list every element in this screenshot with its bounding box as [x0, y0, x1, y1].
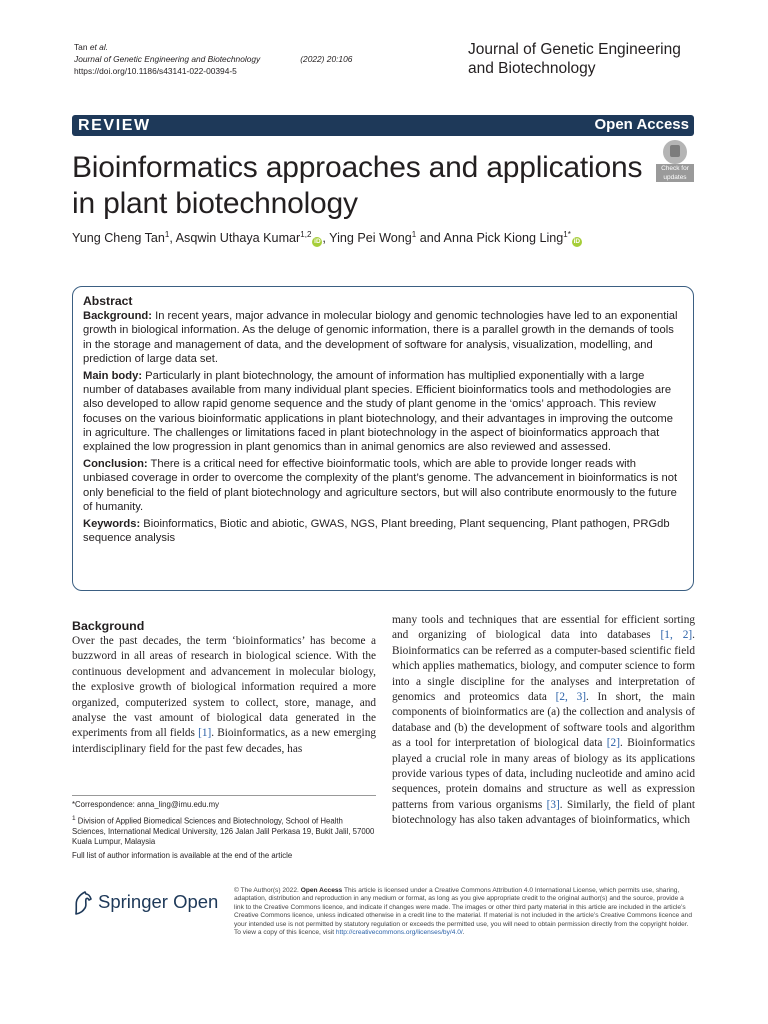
journal-name-line1: Journal of Genetic Engineering [468, 41, 681, 58]
keywords-label: Keywords: [83, 518, 141, 531]
author-name: and Anna Pick Kiong Ling [416, 231, 564, 245]
body-paragraph [392, 613, 695, 829]
license-end: . [462, 929, 465, 937]
body-text: . Similarly, the field of plant biotechnology has also taken advantages of bioinformatics, which [392, 798, 695, 827]
citation-link[interactable]: [1, 2] [660, 629, 693, 642]
article-meta [74, 41, 352, 77]
journal-italic: Journal of Genetic Engineering and Biotechnology [74, 54, 261, 64]
body-text: . Bioinformatics, as a new emerging interdisciplinary field for the past few decades, has [72, 727, 376, 755]
abstract-main-body-text: Particularly in plant biotechnology, the amount of information has multiplied exponentially with a large number of databases available from many individual plant species. Efficient bioinformatics tools and methodologies are also developed to allow rapid genome sequence and the study of plant genome in the ‘omics’ approach. This review focuses on the various bioinformatic applications in plant biotechnology, and their advantages in improving the outcome in agriculture. The challenges or limitations faced in plant biotechnology in the aspect of bioinformatics approach that explained the low progression in plant genomics than in animal genomics are also reviewed and assessed. [83, 370, 673, 454]
license-oa-label: Open Access [300, 887, 343, 894]
abstract-box [72, 286, 694, 591]
author-short: Tan [74, 42, 90, 52]
article-type-band [72, 115, 694, 136]
keywords-text: Bioinformatics, Biotic and abiotic, GWAS, NGS, Plant breeding, Plant sequencing, Plant pathogen, PRGdb sequence analysis [83, 518, 670, 545]
author-name: , Asqwin Uthaya Kumar [169, 231, 301, 245]
citation-link[interactable]: [1] [198, 727, 212, 740]
footnotes [72, 800, 376, 862]
footnote-divider [72, 795, 376, 796]
abstract-background-label: Background: [83, 310, 152, 323]
body-column-right [392, 613, 695, 829]
abstract-conclusion-text: There is a critical need for effective bioinformatic tools, which are able to provide longer reads with unbiased coverage in order to overcome the complexity of the plant’s genome. The advancement in bioinformatics is not only beneficial to the field of plant biotechnology and agriculture sectors, but will also contribute enormously to the future of humanity. [83, 458, 678, 513]
body-column-left [72, 618, 376, 757]
body-text: . Bioinformatics can be referred as a computer-based scientific field which applies mathematics, biology, and computer science to form into a single discipline for the analyses and interpretation of genomics and proteomics data [392, 629, 695, 704]
copyright: © The Author(s) 2022. [234, 887, 301, 894]
affiliation-note [72, 814, 376, 847]
orcid-icon[interactable]: iD [314, 238, 321, 245]
journal-citation [74, 53, 352, 65]
year-volume: (2022) 20:106 [300, 54, 353, 64]
crossmark-icon [663, 140, 687, 164]
abstract-keywords [83, 517, 683, 545]
crossmark-line2: updates [663, 174, 687, 181]
title-line1: Bioinformatics approaches and applications [72, 151, 643, 184]
crossmark-line1: Check for [661, 165, 689, 172]
citation-link[interactable]: [2, 3] [555, 691, 586, 704]
abstract-main-body-label: Main body: [83, 370, 143, 383]
abstract-conclusion [83, 457, 683, 514]
license-body: This article is licensed under a Creative Commons Attribution 4.0 International License, which permits use, sharing, adaptation, distribution and reproduction in any medium or format, as long as you give appropriate credit to the original author(s) and the source, provide a link to the Creative Commons licence, and indicate if changes were made. The images or other third party material in this article are included in the article’s Creative Commons licence, unless indicated otherwise in a credit line to the material. If material is not included in the article’s Creative Commons licence and your intended use is not permitted by statutory regulation or exceeds the permitted use, you will need to obtain permission directly from the copyright holder. To view a copy of this licence, visit [234, 887, 692, 937]
springer-horse-icon [72, 890, 94, 916]
open-access-label: Open Access [594, 116, 689, 133]
journal-name [468, 40, 708, 78]
publisher-name: Springer [98, 891, 168, 912]
article-type-label: REVIEW [78, 117, 151, 134]
correspondence-note: *Correspondence: anna_ling@imu.edu.my [72, 800, 220, 809]
abstract-background-text: In recent years, major advance in molecular biology and genomic technologies have led to an exponential growth in biological information. As the deluge of genomic information, there is a parallel growth in the demands of tools in the storage and management of data, and the development of software for analysis, visualization, modelling, and prediction of large data set. [83, 310, 678, 365]
author-name: Yung Cheng Tan [72, 231, 165, 245]
abstract-heading: Abstract [83, 294, 133, 308]
author-name: , Ying Pei Wong [322, 231, 412, 245]
abstract-background [83, 309, 683, 366]
publisher-suffix: Open [167, 891, 219, 912]
et-al: et al. [89, 42, 109, 52]
license-url-link[interactable]: http://creativecommons.org/licenses/by/4.0/ [335, 929, 463, 937]
affiliation-sup: 1 [72, 815, 76, 823]
section-heading-background: Background [72, 619, 145, 633]
author-affil-sup: 1,2 [300, 229, 312, 239]
springer-wordmark [98, 891, 218, 913]
body-text: . In short, the main components of bioinformatics are (a) the collection and analysis of database and (b) the development of software tools and algorithm as a tool for interpretation of biological data [392, 691, 695, 750]
journal-name-line2: and Biotechnology [468, 60, 596, 77]
article-title [72, 150, 652, 222]
body-text: Over the past decades, the term ‘bioinformatics’ has become a buzzword in all areas of research in biological science. With the continuous development and advancement in molecular biology, the explosive growth of biological information required a more organized, computerized system to collect, store, manage, and analyse the vast amount of biological data generated in the experiments from all fields [72, 635, 376, 740]
short-authors [74, 41, 352, 53]
orcid-icon[interactable]: iD [573, 238, 581, 245]
license-text [234, 887, 694, 937]
citation-link[interactable]: [3] [546, 798, 560, 811]
abstract-conclusion-label: Conclusion: [83, 458, 148, 471]
body-paragraph [72, 634, 376, 757]
abstract-main-body [83, 369, 683, 454]
author-affil-sup: 1* [563, 229, 571, 239]
springer-open-logo [72, 888, 222, 920]
author-affil-sup: 1 [411, 229, 417, 239]
affiliation-text: Division of Applied Biomedical Sciences and Biotechnology, School of Health Sciences, International Medical University, 126 Jalan Jalil Perkasa 19, Bukit Jalil, 57000 Kuala Lumpur, Malaysia [72, 816, 375, 847]
check-for-updates-badge[interactable] [656, 140, 694, 180]
author-list [72, 230, 582, 247]
body-text: many tools and techniques that are essential for efficient sorting and organizing of biological data into databases [392, 614, 695, 642]
full-list-note: Full list of author information is available at the end of the article [72, 851, 293, 861]
author-affil-sup: 1 [164, 229, 170, 239]
doi-link[interactable]: https://doi.org/10.1186/s43141-022-00394-5 [74, 66, 237, 76]
title-line2: in plant biotechnology [72, 187, 358, 220]
crossmark-label [656, 164, 694, 182]
body-text: . Bioinformatics played a crucial role in many areas of biology as its applications provide various types of data, including nucleotide and amino acid sequences, protein domains and structure as well as expression patterns from various organisms [392, 737, 695, 811]
citation-link[interactable]: [2] [606, 737, 620, 750]
